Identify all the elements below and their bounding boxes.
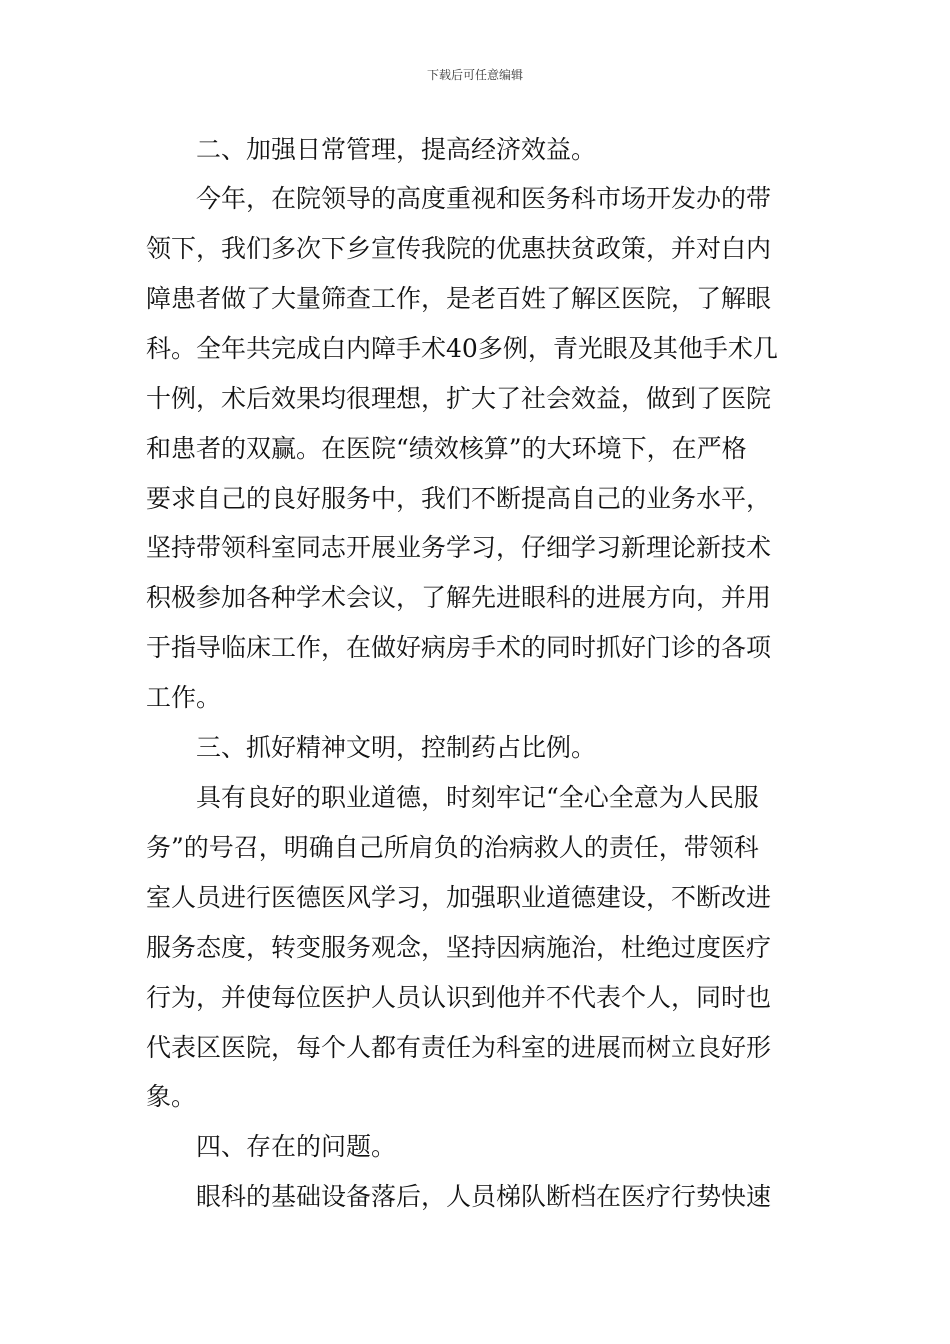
paragraph-line: 代表区医院，每个人都有责任为科室的进展而树立良好形 xyxy=(146,1033,772,1062)
paragraph-line: 行为，并使每位医护人员认识到他并不代表个人，同时也 xyxy=(146,983,772,1012)
paragraph-line: 眼科的基础设备落后，人员梯队断档在医疗行势快速 xyxy=(196,1182,772,1211)
paragraph-line: 工作。 xyxy=(146,683,222,712)
section-heading-2: 二、加强日常管理，提高经济效益。 xyxy=(196,135,597,164)
paragraph-line: 要求自己的良好服务中，我们不断提高自己的业务水平， xyxy=(146,484,772,513)
section-heading-3: 三、抓好精神文明，控制药占比例。 xyxy=(196,733,597,762)
page-header: 下载后可任意编辑 xyxy=(426,68,523,82)
paragraph-line: 务”的号召，明确自己所肩负的治病救人的责任，带领科 xyxy=(146,833,759,862)
paragraph-line: 积极参加各种学术会议，了解先进眼科的进展方向，并用 xyxy=(146,583,772,612)
paragraph-line: 障患者做了大量筛查工作，是老百姓了解区医院，了解眼 xyxy=(146,284,772,313)
paragraph-line: 今年，在院领导的高度重视和医务科市场开发办的带 xyxy=(196,184,772,213)
paragraph-line: 和患者的双赢。在医院“绩效核算”的大环境下，在严格 xyxy=(146,434,747,463)
paragraph-line: 科。全年共完成白内障手术40多例，青光眼及其他手术几 xyxy=(146,334,778,363)
paragraph-line: 坚持带领科室同志开展业务学习，仔细学习新理论新技术 xyxy=(146,533,772,562)
paragraph-line: 领下，我们多次下乡宣传我院的优惠扶贫政策，并对白内 xyxy=(146,234,772,263)
section-heading-4: 四、存在的问题。 xyxy=(196,1132,397,1161)
paragraph-line: 服务态度，转变服务观念，坚持因病施治，杜绝过度医疗 xyxy=(146,933,772,962)
paragraph-line: 十例，术后效果均很理想，扩大了社会效益，做到了医院 xyxy=(146,384,772,413)
paragraph-line: 象。 xyxy=(146,1082,197,1111)
paragraph-line: 室人员进行医德医风学习，加强职业道德建设，不断改进 xyxy=(146,883,772,912)
paragraph-line: 于指导临床工作，在做好病房手术的同时抓好门诊的各项 xyxy=(146,633,772,662)
paragraph-line: 具有良好的职业道德，时刻牢记“全心全意为人民服 xyxy=(196,783,759,812)
